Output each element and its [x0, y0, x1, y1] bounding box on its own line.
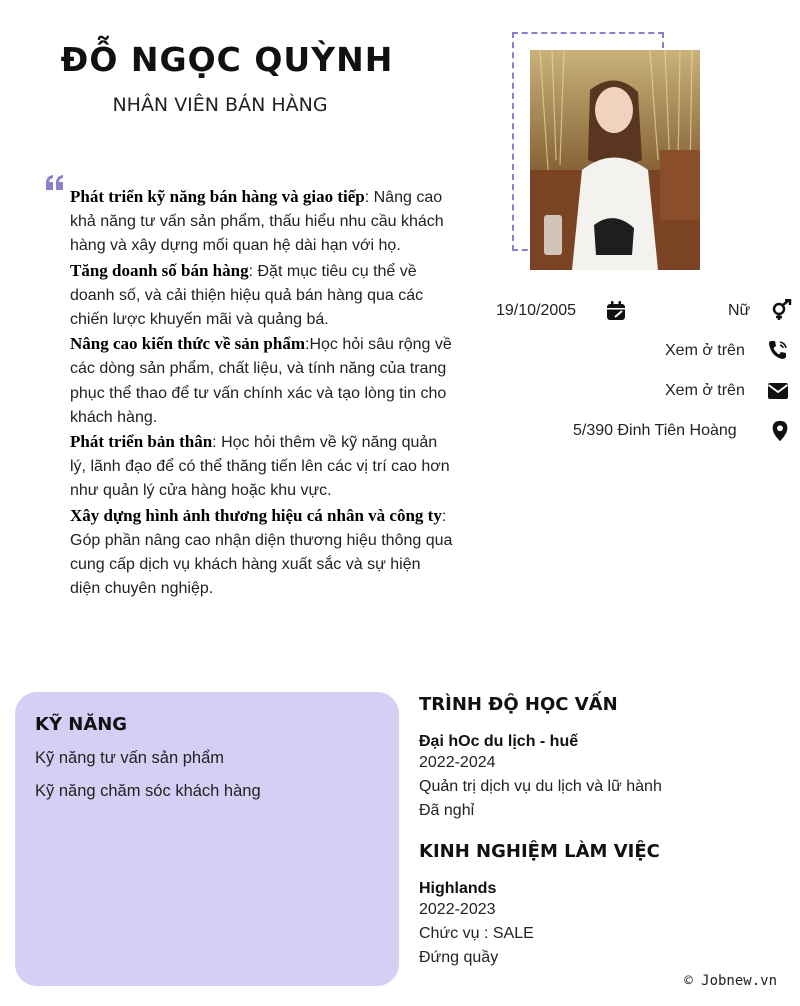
education-title: TRÌNH ĐỘ HỌC VẤN	[419, 694, 618, 715]
experience-company: Highlands	[419, 880, 497, 897]
experience-period: 2022-2023	[419, 901, 496, 918]
goal-item	[70, 332, 455, 430]
candidate-name: ĐỖ NGỌC QUỲNH	[60, 40, 394, 79]
education-status: Đã nghỉ	[419, 802, 475, 819]
goal-item	[70, 430, 455, 504]
skill-item: Kỹ năng tư vấn sản phẩm	[35, 749, 224, 767]
mail-icon	[767, 380, 789, 402]
skills-title: KỸ NĂNG	[35, 714, 128, 735]
right-column	[419, 694, 789, 970]
goal-title: Tăng doanh số bán hàng	[70, 260, 249, 280]
education-major: Quản trị dịch vụ du lịch và lữ hành	[419, 778, 662, 795]
education-school: Đại hOc du lịch - huế	[419, 733, 579, 750]
quote-icon	[44, 174, 66, 190]
goal-title: Nâng cao kiến thức về sản phẩm	[70, 334, 306, 354]
skill-item: Kỹ năng chăm sóc khách hàng	[35, 782, 261, 800]
gender: Nữ	[728, 302, 751, 319]
education-period: 2022-2024	[419, 754, 496, 771]
experience-task: Đứng quầy	[419, 949, 499, 966]
address: 5/390 Đinh Tiên Hoàng	[573, 422, 737, 439]
experience-position: Chức vụ : SALE	[419, 925, 534, 942]
phone: Xem ở trên	[665, 342, 745, 359]
goal-text: : Học hỏi thêm về kỹ năng quản lý, lãnh đạo để có thể thăng tiến lên các vị trí cao hơn như quản lý cửa hàng hoặc khu vực.	[70, 434, 450, 500]
goal-title: Phát triển bản thân	[70, 432, 213, 452]
goal-item	[70, 185, 455, 259]
goal-item	[70, 259, 455, 333]
calendar-icon	[605, 300, 627, 322]
career-goals	[70, 185, 455, 601]
goal-text: : Góp phần nâng cao nhận diện thương hiệu thông qua cung cấp dịch vụ khách hàng xuất sắc và sự hiện diện chuyên nghiệp.	[70, 507, 453, 598]
location-icon	[769, 420, 791, 442]
goal-title: Phát triển kỹ năng bán hàng và giao tiếp	[70, 187, 365, 206]
birthdate: 19/10/2005	[496, 302, 577, 319]
candidate-role: NHÂN VIÊN BÁN HÀNG	[112, 94, 328, 116]
experience-title: KINH NGHIỆM LÀM VIỆC	[419, 841, 660, 862]
goal-item	[70, 504, 455, 602]
skills-card	[15, 692, 399, 986]
phone-icon	[767, 339, 789, 361]
email: Xem ở trên	[665, 382, 745, 399]
goal-text: :Học hỏi sâu rộng về các dòng sản phẩm, chất liệu, và tính năng của trang phục thể thao để tư vấn chính xác và tạo lòng tin cho khách hàng.	[70, 336, 452, 426]
goal-title: Xây dựng hình ảnh thương hiệu cá nhân và công ty	[70, 505, 442, 525]
footer-copyright: © Jobnew.vn	[684, 973, 777, 989]
goal-text: : Nâng cao khả năng tư vấn sản phẩm, thấu hiểu nhu cầu khách hàng và xây dựng mối quan hệ dài hạn với họ.	[70, 189, 444, 255]
gender-icon	[770, 299, 792, 321]
goal-text: : Đặt mục tiêu cụ thể về doanh số, và cải thiện hiệu quả bán hàng qua các chiến lược khuyến mãi và quảng bá.	[70, 262, 424, 329]
profile-photo	[530, 50, 700, 270]
